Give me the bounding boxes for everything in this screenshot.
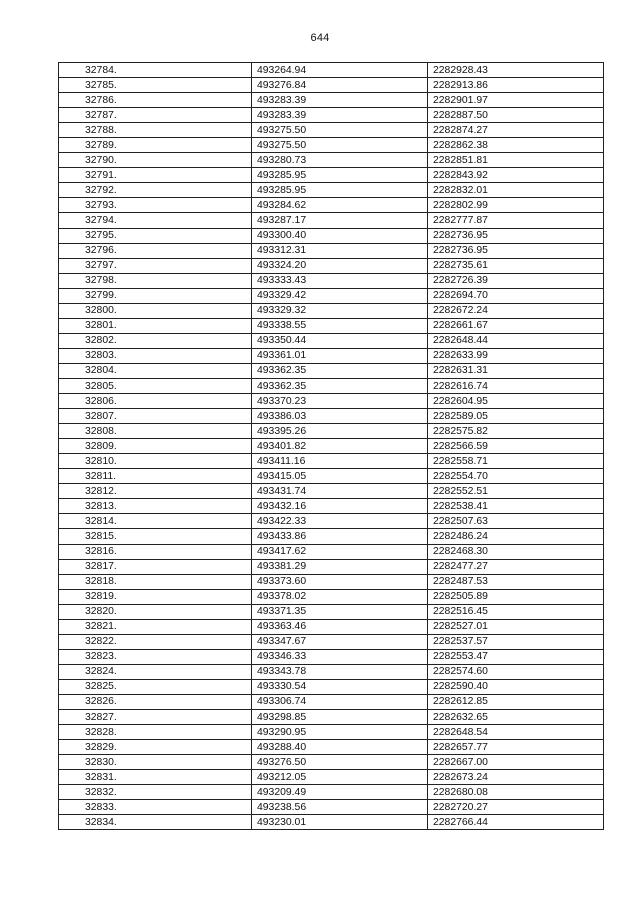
y-coordinate-cell: 2282468.30 (428, 544, 604, 559)
table-row (59, 333, 604, 348)
point-id-cell: 32784. (59, 63, 252, 78)
x-coordinate-cell: 493381.29 (252, 559, 428, 574)
table-row (59, 183, 604, 198)
table-row (59, 634, 604, 649)
table-row (59, 363, 604, 378)
point-id-cell: 32809. (59, 439, 252, 454)
table-row (59, 378, 604, 393)
table-row (59, 664, 604, 679)
point-id-cell: 32824. (59, 664, 252, 679)
point-id-cell: 32808. (59, 424, 252, 439)
table-row (59, 529, 604, 544)
table-row (59, 63, 604, 78)
y-coordinate-cell: 2282726.39 (428, 273, 604, 288)
x-coordinate-cell: 493283.39 (252, 93, 428, 108)
point-id-cell: 32831. (59, 770, 252, 785)
table-row (59, 469, 604, 484)
point-id-cell: 32833. (59, 800, 252, 815)
y-coordinate-cell: 2282672.24 (428, 303, 604, 318)
x-coordinate-cell: 493324.20 (252, 258, 428, 273)
table-row (59, 499, 604, 514)
point-id-cell: 32800. (59, 303, 252, 318)
x-coordinate-cell: 493373.60 (252, 574, 428, 589)
x-coordinate-cell: 493329.32 (252, 303, 428, 318)
y-coordinate-cell: 2282505.89 (428, 589, 604, 604)
point-id-cell: 32811. (59, 469, 252, 484)
x-coordinate-cell: 493306.74 (252, 694, 428, 709)
y-coordinate-cell: 2282648.54 (428, 725, 604, 740)
x-coordinate-cell: 493415.05 (252, 469, 428, 484)
x-coordinate-cell: 493411.16 (252, 454, 428, 469)
y-coordinate-cell: 2282661.67 (428, 318, 604, 333)
point-id-cell: 32829. (59, 740, 252, 755)
point-id-cell: 32823. (59, 649, 252, 664)
y-coordinate-cell: 2282590.40 (428, 679, 604, 694)
point-id-cell: 32802. (59, 333, 252, 348)
point-id-cell: 32787. (59, 108, 252, 123)
y-coordinate-cell: 2282832.01 (428, 183, 604, 198)
point-id-cell: 32803. (59, 348, 252, 363)
table-row (59, 770, 604, 785)
x-coordinate-cell: 493288.40 (252, 740, 428, 755)
x-coordinate-cell: 493209.49 (252, 785, 428, 800)
point-id-cell: 32832. (59, 785, 252, 800)
table-row (59, 394, 604, 409)
point-id-cell: 32805. (59, 378, 252, 393)
table-row (59, 755, 604, 770)
x-coordinate-cell: 493395.26 (252, 424, 428, 439)
point-id-cell: 32825. (59, 679, 252, 694)
x-coordinate-cell: 493333.43 (252, 273, 428, 288)
table-row (59, 153, 604, 168)
point-id-cell: 32794. (59, 213, 252, 228)
x-coordinate-cell: 493370.23 (252, 394, 428, 409)
point-id-cell: 32826. (59, 694, 252, 709)
point-id-cell: 32812. (59, 484, 252, 499)
table-row (59, 815, 604, 830)
point-id-cell: 32814. (59, 514, 252, 529)
x-coordinate-cell: 493283.39 (252, 108, 428, 123)
table-row (59, 574, 604, 589)
y-coordinate-cell: 2282694.70 (428, 288, 604, 303)
point-id-cell: 32796. (59, 243, 252, 258)
table-row (59, 424, 604, 439)
table-row (59, 288, 604, 303)
y-coordinate-cell: 2282537.57 (428, 634, 604, 649)
y-coordinate-cell: 2282736.95 (428, 243, 604, 258)
x-coordinate-cell: 493362.35 (252, 363, 428, 378)
y-coordinate-cell: 2282632.65 (428, 710, 604, 725)
point-id-cell: 32792. (59, 183, 252, 198)
point-id-cell: 32798. (59, 273, 252, 288)
x-coordinate-cell: 493300.40 (252, 228, 428, 243)
y-coordinate-cell: 2282802.99 (428, 198, 604, 213)
y-coordinate-cell: 2282766.44 (428, 815, 604, 830)
point-id-cell: 32827. (59, 710, 252, 725)
x-coordinate-cell: 493264.94 (252, 63, 428, 78)
y-coordinate-cell: 2282554.70 (428, 469, 604, 484)
table-row (59, 484, 604, 499)
table-row (59, 138, 604, 153)
x-coordinate-cell: 493212.05 (252, 770, 428, 785)
table-row (59, 439, 604, 454)
point-id-cell: 32806. (59, 394, 252, 409)
point-id-cell: 32818. (59, 574, 252, 589)
point-id-cell: 32786. (59, 93, 252, 108)
y-coordinate-cell: 2282735.61 (428, 258, 604, 273)
point-id-cell: 32807. (59, 409, 252, 424)
y-coordinate-cell: 2282667.00 (428, 755, 604, 770)
y-coordinate-cell: 2282553.47 (428, 649, 604, 664)
table-row (59, 409, 604, 424)
y-coordinate-cell: 2282612.85 (428, 694, 604, 709)
y-coordinate-cell: 2282901.97 (428, 93, 604, 108)
table-row (59, 198, 604, 213)
point-id-cell: 32815. (59, 529, 252, 544)
y-coordinate-cell: 2282538.41 (428, 499, 604, 514)
point-id-cell: 32797. (59, 258, 252, 273)
y-coordinate-cell: 2282616.74 (428, 378, 604, 393)
x-coordinate-cell: 493363.46 (252, 619, 428, 634)
y-coordinate-cell: 2282507.63 (428, 514, 604, 529)
point-id-cell: 32810. (59, 454, 252, 469)
x-coordinate-cell: 493401.82 (252, 439, 428, 454)
x-coordinate-cell: 493276.50 (252, 755, 428, 770)
table-row (59, 559, 604, 574)
point-id-cell: 32804. (59, 363, 252, 378)
coordinates-table (58, 62, 604, 830)
x-coordinate-cell: 493287.17 (252, 213, 428, 228)
y-coordinate-cell: 2282552.51 (428, 484, 604, 499)
y-coordinate-cell: 2282777.87 (428, 213, 604, 228)
y-coordinate-cell: 2282720.27 (428, 800, 604, 815)
table-row (59, 544, 604, 559)
table-row (59, 694, 604, 709)
table-row (59, 725, 604, 740)
point-id-cell: 32816. (59, 544, 252, 559)
x-coordinate-cell: 493338.55 (252, 318, 428, 333)
point-id-cell: 32819. (59, 589, 252, 604)
table-row (59, 589, 604, 604)
point-id-cell: 32799. (59, 288, 252, 303)
y-coordinate-cell: 2282928.43 (428, 63, 604, 78)
point-id-cell: 32820. (59, 604, 252, 619)
y-coordinate-cell: 2282516.45 (428, 604, 604, 619)
x-coordinate-cell: 493285.95 (252, 168, 428, 183)
y-coordinate-cell: 2282887.50 (428, 108, 604, 123)
x-coordinate-cell: 493238.56 (252, 800, 428, 815)
table-row (59, 649, 604, 664)
coordinates-table-body (59, 63, 604, 830)
point-id-cell: 32821. (59, 619, 252, 634)
table-row (59, 514, 604, 529)
table-row (59, 604, 604, 619)
table-row (59, 213, 604, 228)
x-coordinate-cell: 493347.67 (252, 634, 428, 649)
x-coordinate-cell: 493361.01 (252, 348, 428, 363)
x-coordinate-cell: 493298.85 (252, 710, 428, 725)
table-row (59, 318, 604, 333)
table-row (59, 168, 604, 183)
y-coordinate-cell: 2282589.05 (428, 409, 604, 424)
point-id-cell: 32785. (59, 78, 252, 93)
y-coordinate-cell: 2282680.08 (428, 785, 604, 800)
table-row (59, 78, 604, 93)
table-row (59, 258, 604, 273)
y-coordinate-cell: 2282574.60 (428, 664, 604, 679)
table-row (59, 93, 604, 108)
x-coordinate-cell: 493312.31 (252, 243, 428, 258)
point-id-cell: 32789. (59, 138, 252, 153)
y-coordinate-cell: 2282874.27 (428, 123, 604, 138)
y-coordinate-cell: 2282843.92 (428, 168, 604, 183)
table-row (59, 303, 604, 318)
y-coordinate-cell: 2282913.86 (428, 78, 604, 93)
x-coordinate-cell: 493284.62 (252, 198, 428, 213)
table-row (59, 228, 604, 243)
y-coordinate-cell: 2282673.24 (428, 770, 604, 785)
table-row (59, 800, 604, 815)
y-coordinate-cell: 2282487.53 (428, 574, 604, 589)
table-row (59, 679, 604, 694)
x-coordinate-cell: 493371.35 (252, 604, 428, 619)
table-row (59, 740, 604, 755)
x-coordinate-cell: 493230.01 (252, 815, 428, 830)
y-coordinate-cell: 2282575.82 (428, 424, 604, 439)
y-coordinate-cell: 2282477.27 (428, 559, 604, 574)
table-row (59, 108, 604, 123)
y-coordinate-cell: 2282558.71 (428, 454, 604, 469)
x-coordinate-cell: 493285.95 (252, 183, 428, 198)
x-coordinate-cell: 493422.33 (252, 514, 428, 529)
y-coordinate-cell: 2282851.81 (428, 153, 604, 168)
x-coordinate-cell: 493275.50 (252, 123, 428, 138)
point-id-cell: 32813. (59, 499, 252, 514)
table-row (59, 273, 604, 288)
x-coordinate-cell: 493290.95 (252, 725, 428, 740)
x-coordinate-cell: 493350.44 (252, 333, 428, 348)
table-row (59, 710, 604, 725)
y-coordinate-cell: 2282604.95 (428, 394, 604, 409)
point-id-cell: 32828. (59, 725, 252, 740)
x-coordinate-cell: 493276.84 (252, 78, 428, 93)
table-row (59, 243, 604, 258)
y-coordinate-cell: 2282527.01 (428, 619, 604, 634)
point-id-cell: 32793. (59, 198, 252, 213)
point-id-cell: 32801. (59, 318, 252, 333)
x-coordinate-cell: 493386.03 (252, 409, 428, 424)
point-id-cell: 32817. (59, 559, 252, 574)
x-coordinate-cell: 493280.73 (252, 153, 428, 168)
y-coordinate-cell: 2282736.95 (428, 228, 604, 243)
x-coordinate-cell: 493417.62 (252, 544, 428, 559)
table-row (59, 619, 604, 634)
x-coordinate-cell: 493362.35 (252, 378, 428, 393)
x-coordinate-cell: 493275.50 (252, 138, 428, 153)
x-coordinate-cell: 493343.78 (252, 664, 428, 679)
point-id-cell: 32795. (59, 228, 252, 243)
y-coordinate-cell: 2282486.24 (428, 529, 604, 544)
x-coordinate-cell: 493431.74 (252, 484, 428, 499)
point-id-cell: 32830. (59, 755, 252, 770)
x-coordinate-cell: 493330.54 (252, 679, 428, 694)
x-coordinate-cell: 493433.86 (252, 529, 428, 544)
y-coordinate-cell: 2282648.44 (428, 333, 604, 348)
point-id-cell: 32788. (59, 123, 252, 138)
table-row (59, 123, 604, 138)
y-coordinate-cell: 2282566.59 (428, 439, 604, 454)
point-id-cell: 32822. (59, 634, 252, 649)
x-coordinate-cell: 493329.42 (252, 288, 428, 303)
point-id-cell: 32791. (59, 168, 252, 183)
table-row (59, 785, 604, 800)
point-id-cell: 32790. (59, 153, 252, 168)
y-coordinate-cell: 2282657.77 (428, 740, 604, 755)
page-number: 644 (310, 32, 330, 44)
x-coordinate-cell: 493432.16 (252, 499, 428, 514)
y-coordinate-cell: 2282631.31 (428, 363, 604, 378)
point-id-cell: 32834. (59, 815, 252, 830)
y-coordinate-cell: 2282862.38 (428, 138, 604, 153)
x-coordinate-cell: 493378.02 (252, 589, 428, 604)
table-row (59, 348, 604, 363)
table-row (59, 454, 604, 469)
y-coordinate-cell: 2282633.99 (428, 348, 604, 363)
x-coordinate-cell: 493346.33 (252, 649, 428, 664)
